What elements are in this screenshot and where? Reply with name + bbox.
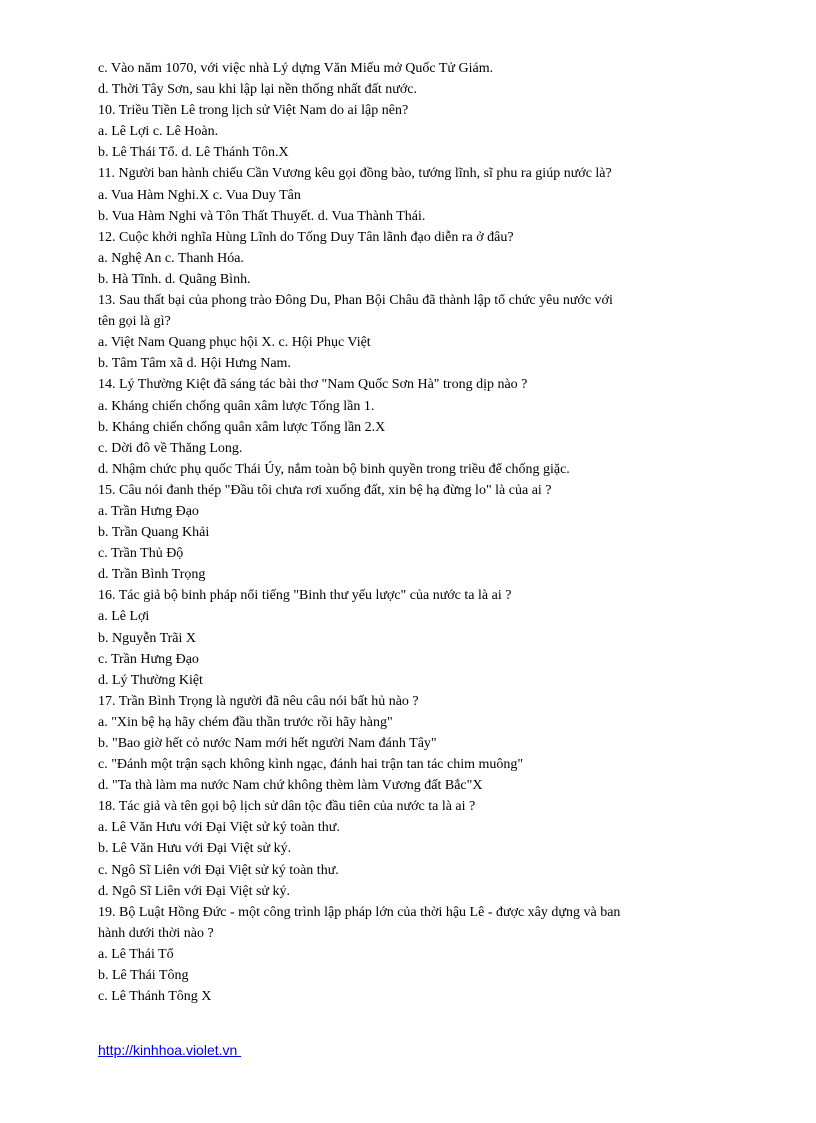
text-line: b. Trần Quang Khải [98, 525, 210, 541]
text-line: b. Lê Thái Tông [98, 968, 189, 984]
question-line: 18. Tác giả và tên gọi bộ lịch sử dân tộc đầu tiên của nước ta là ai ? [98, 799, 476, 815]
text-line: c. Trần Thủ Độ [98, 546, 184, 562]
text-line: c. Lê Thánh Tông X [98, 989, 212, 1005]
text-line: b. Lê Văn Hưu với Đại Việt sử ký. [98, 841, 292, 857]
text-line: d. "Ta thà làm ma nước Nam chứ không thèm làm Vương đất Bắc"X [98, 778, 483, 794]
footer-link[interactable]: http://kinhhoa.violet.vn [98, 1042, 242, 1058]
text-line: a. Lê Lợi c. Lê Hoàn. [98, 124, 219, 140]
text-line: b. Vua Hàm Nghi và Tôn Thất Thuyết. d. Vua Thành Thái. [98, 208, 426, 224]
text-line: c. Dời đô về Thăng Long. [98, 440, 243, 456]
question-line: 11. Người ban hành chiếu Cần Vương kêu gọi đồng bào, tướng lĩnh, sĩ phu ra giúp nước là? [98, 166, 612, 182]
text-line: a. Lê Văn Hưu với Đại Việt sử ký toàn thư. [98, 820, 340, 836]
text-line: a. Lê Thái Tổ [98, 946, 174, 962]
question-line: 12. Cuộc khởi nghĩa Hùng Lĩnh do Tống Duy Tân lãnh đạo diễn ra ở đâu? [98, 229, 514, 245]
text-line: b. Kháng chiến chống quân xâm lược Tống lần 2.X [98, 419, 386, 435]
text-line: c. Trần Hưng Đạo [98, 651, 199, 667]
text-line: c. Vào năm 1070, với việc nhà Lý dựng Văn Miếu mở Quốc Tử Giám. [98, 61, 494, 76]
text-line: a. Việt Nam Quang phục hội X. c. Hội Phục Việt [98, 335, 371, 351]
text-line: b. Lê Thái Tổ. d. Lê Thánh Tôn.X [98, 145, 289, 161]
text-line: a. Vua Hàm Nghi.X c. Vua Duy Tân [98, 187, 301, 203]
text-line: c. Ngô Sĩ Liên với Đại Việt sử ký toàn thư. [98, 862, 339, 878]
text-line: d. Lý Thường Kiệt [98, 672, 203, 688]
question-line: 19. Bộ Luật Hồng Đức - một công trình lập pháp lớn của thời hậu Lê - được xây dựng và ban [98, 904, 621, 920]
text-line: a. Lê Lợi [98, 609, 150, 625]
document-body [98, 58, 738, 1007]
text-line: b. Nguyễn Trãi X [98, 630, 197, 646]
text-line: a. Trần Hưng Đạo [98, 503, 199, 519]
question-line: 16. Tác giả bộ binh pháp nổi tiếng "Binh thư yếu lược" của nước ta là ai ? [98, 588, 512, 604]
text-line: b. Tâm Tâm xã d. Hội Hưng Nam. [98, 356, 291, 372]
text-line: a. Nghệ An c. Thanh Hóa. [98, 250, 244, 266]
text-line: d. Trần Bình Trọng [98, 567, 206, 583]
text-line: a. "Xin bệ hạ hãy chém đầu thần trước rồi hãy hàng" [98, 714, 393, 730]
text-line: a. Kháng chiến chống quân xâm lược Tống lần 1. [98, 398, 375, 414]
text-line: b. Hà Tĩnh. d. Quãng Bình. [98, 271, 251, 287]
question-line: 14. Lý Thường Kiệt đã sáng tác bài thơ "Nam Quốc Sơn Hà" trong dịp nào ? [98, 377, 528, 393]
text-line: tên gọi là gì? [98, 314, 171, 330]
text-line: c. "Đánh một trận sạch không kình ngạc, đánh hai trận tan tác chim muông" [98, 757, 524, 773]
question-line: 10. Triều Tiền Lê trong lịch sử Việt Nam do ai lập nên? [98, 103, 409, 119]
text-line: b. "Bao giờ hết cỏ nước Nam mới hết người Nam đánh Tây" [98, 736, 437, 751]
question-line: 13. Sau thất bại của phong trào Đông Du, Phan Bội Châu đã thành lập tổ chức yêu nước với [98, 293, 613, 309]
question-line: 15. Câu nói đanh thép "Đầu tôi chưa rơi xuống đất, xin bệ hạ đừng lo" là của ai ? [98, 482, 552, 498]
text-line: d. Thời Tây Sơn, sau khi lập lại nền thống nhất đất nước. [98, 82, 417, 98]
text-line: d. Ngô Sĩ Liên với Đại Việt sử ký. [98, 883, 290, 899]
question-line: 17. Trần Bình Trọng là người đã nêu câu nói bất hủ nào ? [98, 693, 419, 709]
text-line: hành dưới thời nào ? [98, 925, 214, 941]
text-line: d. Nhậm chức phụ quốc Thái Úy, nắm toàn bộ binh quyền trong triều để chống giặc. [98, 461, 570, 477]
